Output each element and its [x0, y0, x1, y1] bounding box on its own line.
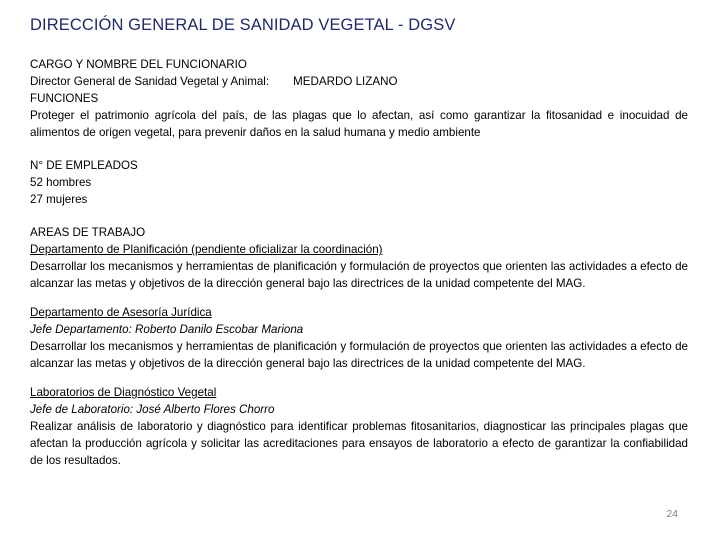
spacer — [30, 372, 688, 384]
empleados-hombres: 52 hombres — [30, 176, 92, 189]
funciones-text: Proteger el patrimonio agrícola del país, de las plagas que lo afectan, así como garantizar la fitosanidad e inocuidad de alimentos de origen vegetal, para prevenir daños en la salud humana y medio ambiente — [30, 109, 688, 139]
empleados-mujeres: 27 mujeres — [30, 193, 88, 206]
funcionario-nombre: MEDARDO LIZANO — [293, 75, 398, 88]
area-description: Realizar análisis de laboratorio y diagnóstico para identificar problemas fitosanitarios, diagnosticar las principales plagas que afectan la producción agrícola y solicitar las acreditaciones para ensayos de laboratorio a efecto de garantizar la confiabilidad de los resultados. — [30, 420, 688, 467]
area-jefe: Jefe de Laboratorio: José Alberto Flores Chorro — [30, 403, 275, 416]
area-jefe: Jefe Departamento: Roberto Danilo Escobar Mariona — [30, 323, 304, 336]
funcionario-cargo: Director General de Sanidad Vegetal y Animal: — [30, 75, 270, 88]
area-section-laboratorios — [30, 384, 688, 469]
area-description: Desarrollar los mecanismos y herramientas de planificación y formulación de proyectos que orienten las actividades a efecto de alcanzar las metas y objetivos de la dirección general bajo las directrices de la unidad competente del MAG. — [30, 260, 688, 290]
area-section-planificacion — [30, 241, 688, 292]
area-name: Departamento de Asesoría Jurídica — [30, 306, 212, 319]
spacer — [30, 292, 688, 304]
empleados-heading: N° DE EMPLEADOS — [30, 159, 138, 172]
areas-heading: AREAS DE TRABAJO — [30, 226, 146, 239]
area-name: Departamento de Planificación (pendiente oficializar la coordinación) — [30, 243, 383, 256]
document-body — [30, 56, 688, 469]
area-name: Laboratorios de Diagnóstico Vegetal — [30, 386, 217, 399]
area-section-asesoria-juridica — [30, 304, 688, 372]
funciones-heading: FUNCIONES — [30, 92, 99, 105]
page-number: 24 — [666, 508, 678, 520]
funcionario-heading: CARGO Y NOMBRE DEL FUNCIONARIO — [30, 58, 247, 71]
spacer — [30, 208, 688, 224]
spacer — [30, 141, 688, 157]
funcionario-row — [30, 73, 688, 90]
page-title: DIRECCIÓN GENERAL DE SANIDAD VEGETAL - DGSV — [30, 16, 456, 34]
area-description: Desarrollar los mecanismos y herramientas de planificación y formulación de proyectos que orienten las actividades a efecto de alcanzar las metas y objetivos de la dirección general bajo las directrices de la unidad competente del MAG. — [30, 340, 688, 370]
